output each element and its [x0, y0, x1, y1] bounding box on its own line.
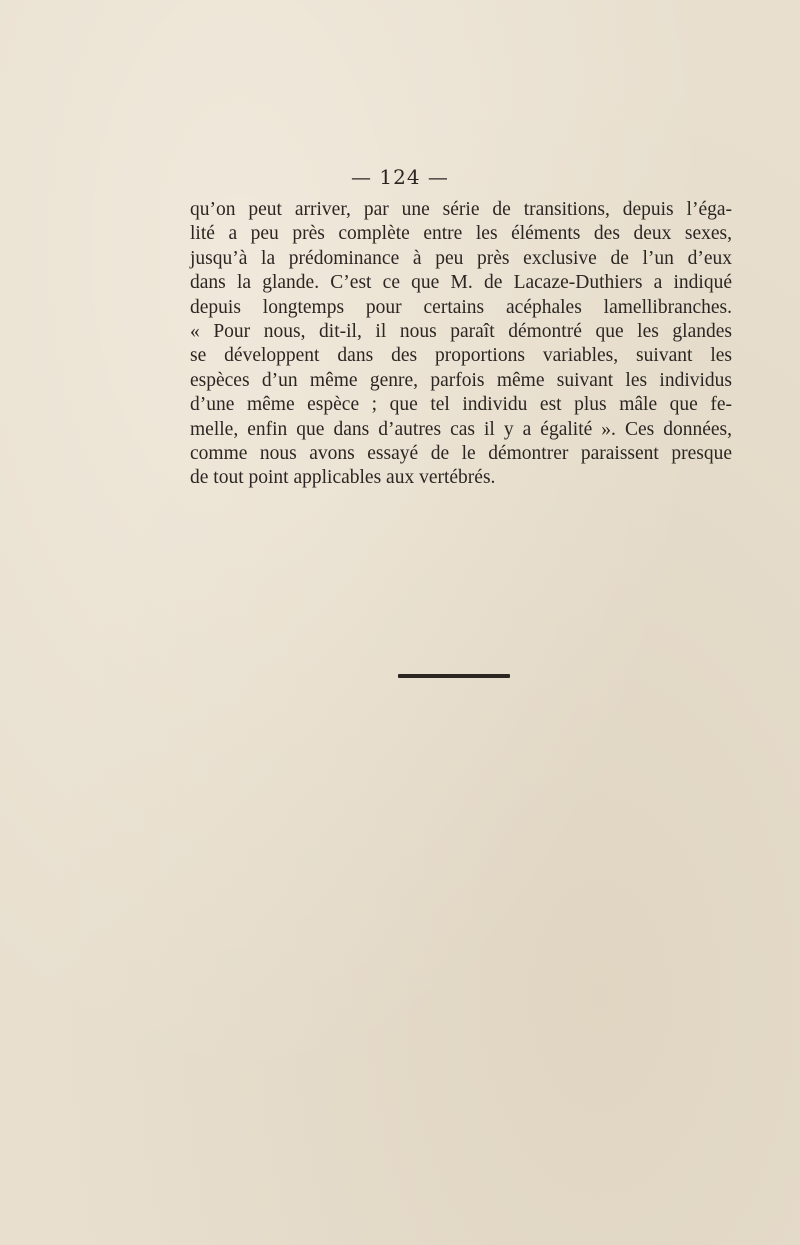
text-line: se développent dans des proportions variables, suivant les	[190, 345, 732, 367]
text-line: lité a peu près complète entre les éléments des deux sexes,	[190, 223, 732, 245]
text-line: de tout point applicables aux vertébrés.	[190, 467, 496, 489]
end-rule	[398, 674, 510, 678]
text-line: jusqu’à la prédominance à peu près exclusive de l’un d’eux	[190, 247, 732, 269]
body-text	[190, 198, 732, 491]
text-line: comme nous avons essayé de le démontrer paraissent presque	[190, 443, 732, 465]
text-line: melle, enfin que dans d’autres cas il y a égalité ». Ces données,	[190, 418, 732, 440]
page-number: — 124 —	[351, 165, 449, 189]
text-line: espèces d’un même genre, parfois même suivant les individus	[190, 369, 732, 391]
text-line: depuis longtemps pour certains acéphales lamellibranches.	[190, 296, 732, 318]
text-line: qu’on peut arriver, par une série de transitions, depuis l’éga-	[190, 199, 732, 220]
text-line: « Pour nous, dit-il, il nous paraît démontré que les glandes	[190, 321, 732, 343]
text-line: d’une même espèce ; que tel individu est plus mâle que fe-	[190, 394, 732, 416]
text-line: dans la glande. C’est ce que M. de Lacaze-Duthiers a indiqué	[190, 272, 732, 294]
